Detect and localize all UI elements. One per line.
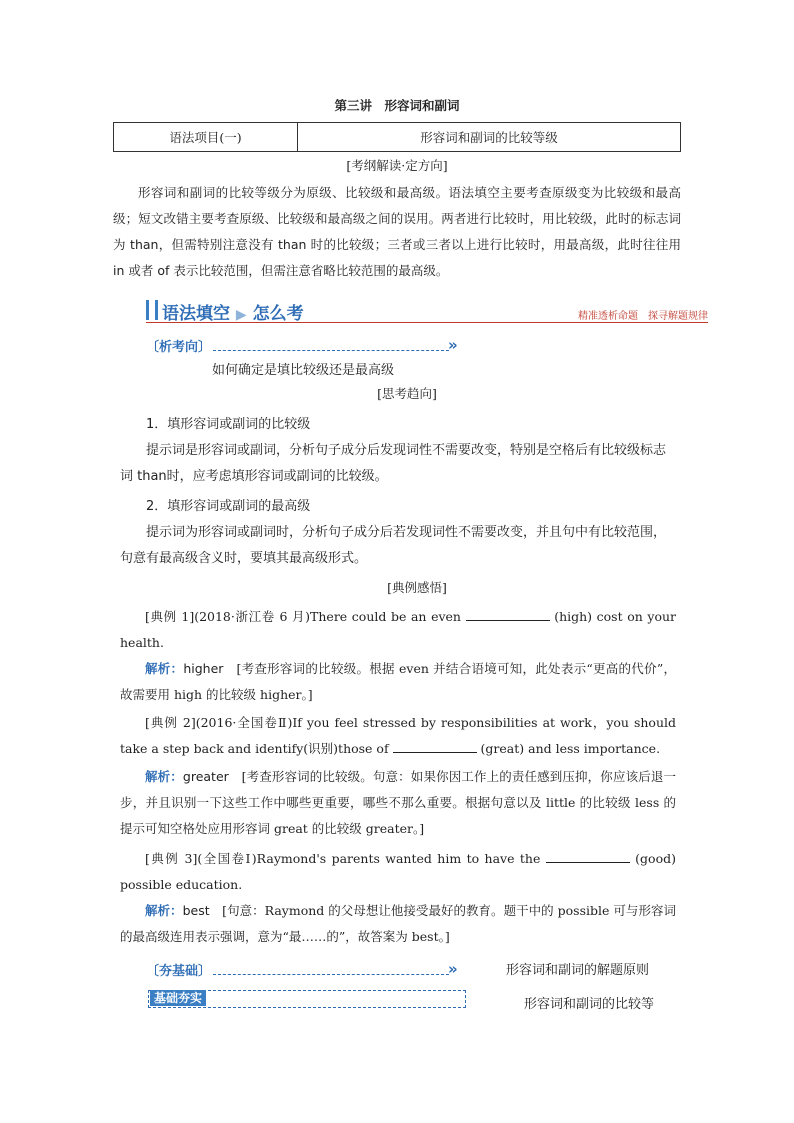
header-table bbox=[113, 122, 681, 152]
example-1-explanation: 解析：higher [考查形容词的比较级。根据 even 并结合语境可知，此处表示“更高的代价”，故需要用 high 的比较级 higher。] bbox=[120, 661, 676, 702]
point1-title: 1．填形容词或副词的比较级 bbox=[146, 417, 311, 432]
analysis-dash-line bbox=[213, 350, 449, 351]
example-2-question: [典例 2](2016·全国卷Ⅱ)If you feel stressed by responsibilities at work，you should take a step back and identify(识别)those of (great) and less importance. bbox=[120, 715, 676, 756]
intro-paragraph: 形容词和副词的比较等级分为原级、比较级和最高级。语法填空主要考查原级变为比较级和最高级；短文改错主要考查原级、比较级和最高级之间的误用。两者进行比较时，用比较级，此时的标志词为 than，但需特别注意没有 than 时的比较级；三者或三者以上进行比较时，用最高级，此时往往用 in 或者 of 表示比较范围，但需注意省略比较范围的最高级。 bbox=[113, 185, 681, 278]
example-1-question: [典例 1](2018·浙江卷 6 月)There could be an even (high) cost on your health. bbox=[120, 609, 677, 650]
answer-blank bbox=[393, 740, 477, 753]
foundation-box-label: 基础夯实 bbox=[150, 990, 206, 1006]
example-2-explanation: 解析：greater [考查形容词的比较级。句意：如果你因工作上的责任感到压抑，你应该后退一步，并且识别一下这些工作中哪些更重要，哪些不那么重要。根据句意以及 little 的比较级 less 的提示可知空格处应用形容词 great 的比较级 greater。] bbox=[120, 769, 676, 836]
answer-blank bbox=[466, 608, 550, 621]
banner-subtitle: 精准透析命题 探寻解题规律 bbox=[578, 311, 708, 322]
analysis-tag: 〔析考向〕 bbox=[146, 340, 212, 355]
chevron-right-icon: » bbox=[448, 960, 458, 978]
example-3-explanation: 解析：best [句意：Raymond 的父母想让他接受最好的教育。题干中的 possible 可与形容词的最高级连用表示强调，意为“最……的”，故答案为 best。] bbox=[120, 903, 676, 944]
analysis-question: 如何确定是填比较级还是最高级 bbox=[212, 363, 395, 378]
page-title: 第三讲 形容词和副词 bbox=[334, 98, 460, 113]
answer-blank bbox=[546, 850, 630, 863]
foundation-right-title: 形容词和副词的解题原则 bbox=[506, 963, 650, 978]
think-heading: [思考趋向] bbox=[377, 386, 437, 401]
point2-title: 2．填形容词或副词的最高级 bbox=[146, 499, 311, 514]
banner-title: 语法填空 ▶ 怎么考 bbox=[162, 304, 304, 324]
banner-bar-icon bbox=[146, 300, 158, 320]
foundation-right-sub: 形容词和副词的比较等 bbox=[524, 997, 655, 1012]
example-heading: [典例感悟] bbox=[387, 580, 447, 595]
point2-text: 提示词为形容词或副词时，分析句子成分后若发现词性不需要改变，并且句中有比较范围，句意有最高级含义时，要填其最高级形式。 bbox=[120, 525, 667, 566]
example-3-question: [典例 3](全国卷Ⅰ)Raymond's parents wanted him to have the (good) possible education. bbox=[120, 851, 676, 892]
arrow-right-icon: ▶ bbox=[235, 307, 247, 323]
point1-text: 提示词是形容词或副词，分析句子成分后发现词性不需要改变，特别是空格后有比较级标志词 than时，应考虑填形容词或副词的比较级。 bbox=[120, 443, 667, 484]
topic-cell: 形容词和副词的比较等级 bbox=[298, 123, 681, 152]
foundation-dash-line bbox=[213, 974, 449, 975]
chevron-right-icon: » bbox=[448, 336, 458, 354]
banner-divider bbox=[146, 322, 708, 323]
grammar-item-cell: 语法项目(一) bbox=[114, 123, 298, 152]
foundation-tag: 〔夯基础〕 bbox=[146, 964, 212, 979]
exam-heading: [考纲解读·定方向] bbox=[346, 158, 448, 173]
